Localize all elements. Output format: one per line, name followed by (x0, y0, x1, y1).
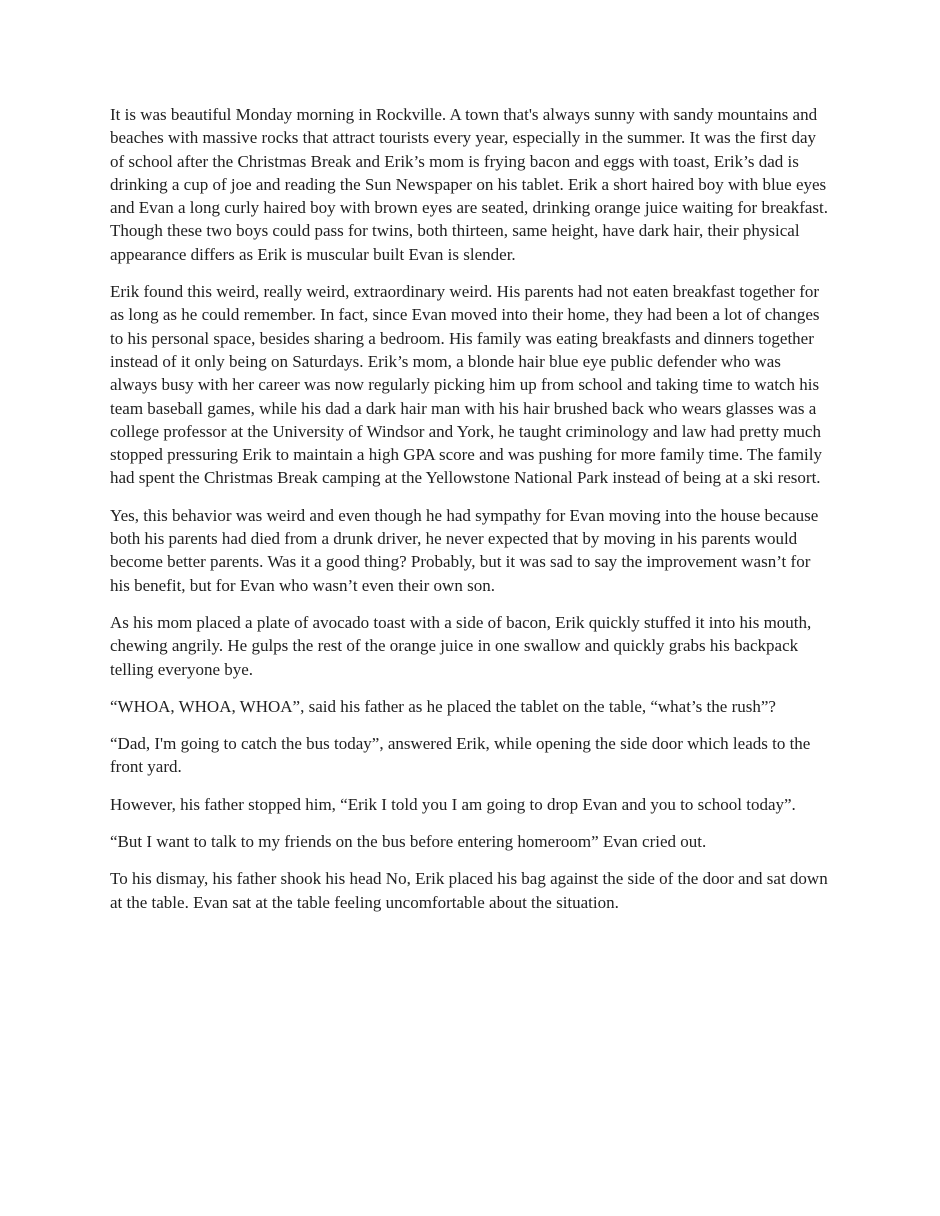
paragraph-father-stopped: However, his father stopped him, “Erik I told you I am going to drop Evan and you to school today”. (110, 794, 796, 814)
paragraph-intro: It is was beautiful Monday morning in Rockville. A town that's always sunny with sandy mountains and beaches with massive rocks that attract tourists every year, especially in the summer. It was the first day of school after the Christmas Break and Erik’s mom is frying bacon and eggs with toast, Erik’s dad is drinking a cup of joe and reading the Sun Newspaper on his tablet. Erik a short haired boy with blue eyes and Evan a long curly haired boy with brown eyes are seated, drinking orange juice waiting for breakfast. Though these two boys could pass for twins, both thirteen, same height, have dark hair, their physical appearance differs as Erik is muscular built Evan is slender. (110, 105, 829, 264)
paragraph-friends-bus: “But I want to talk to my friends on the bus before entering homeroom” Evan cried out. (110, 832, 707, 852)
paragraph-dad-bus-dialogue: “Dad, I'm going to catch the bus today”, answered Erik, while opening the side door which leads to the front yard. (110, 734, 811, 777)
paragraph-avocado-toast: As his mom placed a plate of avocado toast with a side of bacon, Erik quickly stuffed it into his mouth, chewing angrily. He gulps the rest of the orange juice in one swallow and quickly grabs his backpack telling everyone bye. (110, 612, 812, 679)
paragraph-dismay-ending: To his dismay, his father shook his head No, Erik placed his bag against the side of the door and sat down at the table. Evan sat at the table feeling uncomfortable about the situation. (110, 869, 828, 912)
paragraph-erik-found-weird: Erik found this weird, really weird, extraordinary weird. His parents had not eaten breakfast together for as long as he could remember. In fact, since Evan moved into their home, they had been a lot of changes to his personal space, besides sharing a bedroom. His family was eating breakfasts and dinners together instead of it only being on Saturdays. Erik’s mom, a blonde hair blue eye public defender who was always busy with her career was now regularly picking him up from school and taking time to watch his team baseball games, while his dad a dark hair man with his hair brushed back who wears glasses was a college professor at the University of Windsor and York, he taught criminology and law had pretty much stopped pressuring Erik to maintain a high GPA score and was pushing for more family time. The family had spent the Christmas Break camping at the Yellowstone National Park instead of being at a ski resort. (110, 282, 822, 488)
paragraph-whoa-dialogue: “WHOA, WHOA, WHOA”, said his father as he placed the tablet on the table, “what’s the rush”? (110, 696, 776, 716)
story-text (110, 103, 830, 914)
paragraph-behavior-weird: Yes, this behavior was weird and even though he had sympathy for Evan moving into the house because both his parents had died from a drunk driver, he never expected that by moving in his parents would become better parents. Was it a good thing? Probably, but it was sad to say the improvement wasn’t for his benefit, but for Evan who wasn’t even their own son. (110, 505, 819, 595)
